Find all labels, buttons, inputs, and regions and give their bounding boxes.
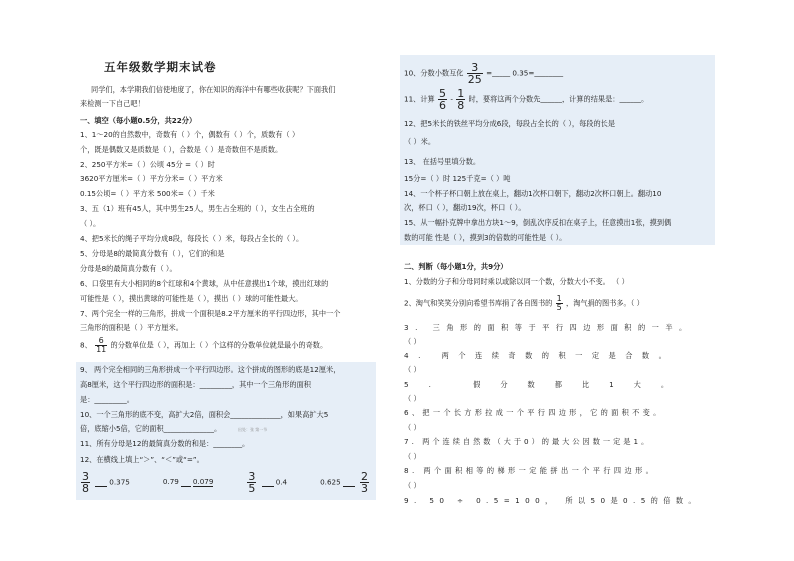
j3-text: 3. 三角形的面积等于平行四边形面积的一半。 bbox=[404, 323, 693, 332]
q12-a-num: 3 bbox=[82, 470, 89, 483]
q12-b-blank[interactable] bbox=[181, 478, 191, 486]
j2-line bbox=[404, 295, 644, 312]
q8-prefix: 8、 bbox=[80, 340, 92, 350]
r-q11-fraction-1 bbox=[438, 88, 447, 111]
j9-line: 9. 50 ÷ 0.5=100， 所以50是0.5的倍数。 bbox=[404, 496, 702, 505]
q10-line-1: 10、一个三角形的底不变，高扩大2倍，面积会______________，如果高扩大5 bbox=[80, 410, 329, 419]
j6-line: 6、把一个长方形拉成一个平行四边形，它的面积不变。 bbox=[404, 408, 664, 417]
r-q10-den: 25 bbox=[467, 73, 482, 86]
q12-d-fraction bbox=[360, 471, 369, 494]
j3-paren: （ ） bbox=[404, 337, 421, 346]
q12-c-fraction bbox=[247, 471, 256, 494]
section1-heading: 一、填空（每小题0.5分，共22分） bbox=[80, 116, 197, 125]
r-q11-num-1: 5 bbox=[439, 87, 447, 100]
r-q10-num: 3 bbox=[471, 61, 479, 74]
q11-line: 11、所有分母是12的最简真分数的和是：________。 bbox=[80, 439, 250, 448]
q3-line-2: （ ）。 bbox=[80, 219, 101, 228]
q8-text: 的分数单位是（ ），再加上（ ）个这样的分数单位就是最小的奇数。 bbox=[110, 340, 328, 350]
q2-line-2: 3620平方厘米=（ ）平方分米=（ ）平方米 bbox=[80, 174, 223, 183]
r-q11-num-2: 1 bbox=[457, 87, 465, 100]
j4-line: 4. 两个连续奇数的积一定是合数。 bbox=[404, 351, 676, 360]
j7-paren: （ ） bbox=[404, 452, 421, 461]
j2-text: ，淘气捐的图书多。（ ） bbox=[566, 298, 644, 308]
q9-line-2: 高8厘米，这个平行四边形的面积是：_________，其中一个三角形的面积 bbox=[80, 380, 311, 389]
r-q10-fraction bbox=[467, 62, 483, 85]
q1-line-2: 个，既是偶数又是质数是（ ），合数是（ ）是奇数但不是质数。 bbox=[80, 145, 283, 154]
r-q10-line bbox=[404, 62, 563, 85]
q8-fraction-den: 11 bbox=[96, 345, 107, 354]
r-q13-line-1: 13、 在括号里填分数。 bbox=[404, 157, 481, 166]
q2-line-3: 0.15公顷=（ ）平方米 500米=（ ）千米 bbox=[80, 189, 215, 198]
q12-item-c bbox=[246, 471, 287, 494]
j8-line: 8. 两个面积相等的梯形一定能拼出一个平行四边形。 bbox=[404, 466, 657, 475]
q12-compare-row bbox=[80, 471, 370, 494]
intro-line-2: 来检测一下自己吧！ bbox=[80, 99, 145, 108]
q12-a-den: 8 bbox=[82, 482, 89, 495]
q7-line-2: 三角形的面积是（ ）平方厘米。 bbox=[80, 323, 183, 332]
q12-c-right: 0.4 bbox=[275, 477, 288, 487]
r-q12-line-1: 12、把5米长的铁丝平均分成6段，每段占全长的（ ），每段的长是 bbox=[404, 119, 616, 128]
j2-prefix: 2、淘气和笑笑分别向希望书库捐了各自图书的 bbox=[404, 298, 553, 308]
q12-d-num: 2 bbox=[360, 470, 368, 483]
r-q12-line-2: （ ）米。 bbox=[404, 137, 436, 146]
r-q13-line-2: 15分=（ ）时 125千克=（ ）吨 bbox=[404, 174, 511, 183]
q12-item-d bbox=[320, 471, 370, 494]
j6-paren: （ ） bbox=[404, 423, 421, 432]
r-q15-line-1: 15、从一幅扑克牌中拿出方块1～9，倒乱次序反扣在桌子上，任意摸出1张，摸到偶 bbox=[404, 218, 672, 227]
q12-c-den: 5 bbox=[248, 482, 256, 495]
q5-line-1: 5、分母是8的最简真分数有（ ），它们的和是 bbox=[80, 249, 225, 258]
q3-line-1: 3、五（1）班有45人，其中男生25人，男生占全班的（ ），女生占全班的 bbox=[80, 204, 315, 213]
j5-line: 5. 假分数都比1大。 bbox=[404, 380, 689, 389]
q12-d-den: 3 bbox=[360, 482, 368, 495]
q12-c-blank[interactable] bbox=[262, 479, 274, 487]
q12-d-left: 0.625 bbox=[320, 477, 341, 487]
page-title: 五年级数学期末试卷 bbox=[104, 60, 217, 74]
q12-c-num: 3 bbox=[248, 470, 256, 483]
q1-line-1: 1、1～20的自然数中，奇数有（ ）个，偶数有（ ）个，质数有（ ） bbox=[80, 130, 300, 139]
q12-d-blank[interactable] bbox=[343, 479, 355, 487]
q2-line-1: 2、250平方米=（ ）公顷 45分 =（ ）时 bbox=[80, 160, 215, 169]
j1-line: 1、分数的分子和分母同时乘以或除以同一个数，分数大小不变。 （ ） bbox=[404, 277, 629, 286]
q7-line-1: 7、两个完全一样的三角形，拼成一个面积是8.2平方厘米的平行四边形，其中一个 bbox=[80, 309, 341, 318]
r-q15-line-2: 数的可能 性是（ ），摸到3的倍数的可能性是（ ）。 bbox=[404, 233, 567, 242]
q10-line-2: 倍，底缩小5倍，它的面积______________。 bbox=[80, 424, 222, 433]
j2-fraction bbox=[556, 295, 563, 312]
j7-line: 7. 两个连续自然数（大于0）的最大公因数一定是1。 bbox=[404, 437, 652, 446]
r-q11-prefix: 11、计算 bbox=[404, 94, 435, 104]
r-q11-den-2: 8 bbox=[457, 99, 465, 112]
q12-a-fraction bbox=[81, 471, 90, 494]
r-q11-line bbox=[404, 88, 648, 111]
q12-a-right: 0.375 bbox=[109, 477, 130, 487]
section2-heading: 二、判断（每小题1分，共9分） bbox=[404, 262, 508, 271]
q5-line-2: 分母是8的最简真分数有（ ）。 bbox=[80, 264, 177, 273]
j4-paren: （ ） bbox=[404, 365, 421, 374]
q9-line-3: 是：_________。 bbox=[80, 395, 134, 404]
intro-line-1: 同学们，本学期我们信使地度了，你在知识的海洋中有哪些收获呢？下面我们 bbox=[91, 85, 336, 94]
r-q11-fraction-2 bbox=[456, 88, 465, 111]
j2-den: 5 bbox=[556, 303, 562, 312]
r-q14-line-1: 14、一个杯子杯口朝上放在桌上，翻动1次杯口朝下，翻动2次杯口朝上。翻动10 bbox=[404, 189, 662, 198]
q8-fraction-num: 6 bbox=[98, 336, 104, 345]
q8-line bbox=[80, 337, 327, 354]
q8-fraction bbox=[95, 337, 107, 354]
q12-item-b bbox=[163, 478, 214, 486]
r-q10-text: =_____ 0.35=________ bbox=[486, 68, 564, 78]
r-q11-minus: - bbox=[450, 94, 453, 104]
j8-paren: （ ） bbox=[404, 481, 421, 490]
q9-line-1: 9、 两个完全相同的三角形拼成一个平行四边形。这个拼成的图形的底是12厘米， bbox=[80, 365, 341, 374]
r-q11-den-1: 6 bbox=[439, 99, 447, 112]
r-q14-line-2: 次，杯口（ ），翻动19次，杯口（ ）。 bbox=[404, 203, 526, 212]
j3-line bbox=[404, 324, 714, 331]
j2-num: 1 bbox=[556, 294, 562, 303]
j5-paren: （ ） bbox=[404, 394, 421, 403]
q10-tiny-note: 出处：张 第一节 bbox=[238, 427, 268, 432]
q12-line: 12、在横线上填上“＞”、“＜”或“=”。 bbox=[80, 455, 204, 464]
q12-a-blank[interactable] bbox=[95, 479, 107, 487]
q6-line-1: 6、口袋里有大小相同的8个红球和4个黄球，从中任意摸出1个球，摸出红球的 bbox=[80, 279, 329, 288]
r-q10-prefix: 10、分数小数互化 bbox=[404, 68, 464, 78]
q4-line: 4、把5米长的绳子平均分成8段，每段长（ ）米，每段占全长的（ ）。 bbox=[80, 234, 304, 243]
q12-b-left: 0.79 bbox=[162, 477, 179, 487]
r-q11-text: 时，要将这两个分数先______，计算的结果是：______。 bbox=[468, 94, 649, 104]
q12-item-a bbox=[80, 471, 130, 494]
q12-b-right: 0.079 bbox=[192, 477, 214, 487]
q6-line-2: 可能性是（ ），摸出黄球的可能性是（ ），摸出（ ）球的可能性最大。 bbox=[80, 294, 303, 303]
